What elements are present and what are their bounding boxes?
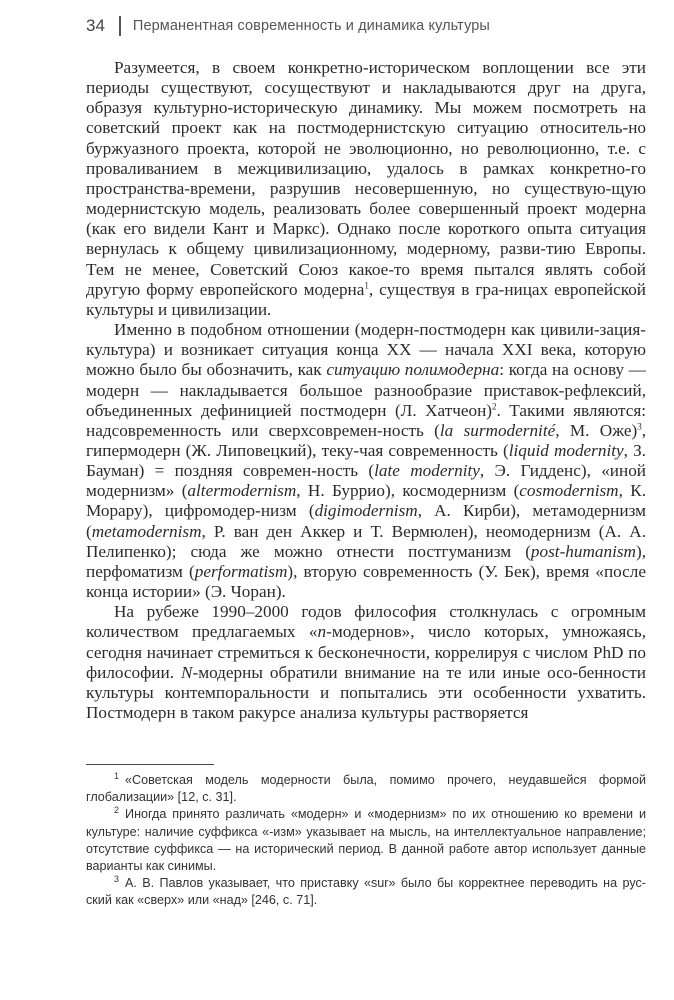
text-run: , Э. Гидденс), «иной модернизм» (: [86, 461, 646, 501]
text-run: , З. Бауман) = поздняя современ-ность (: [86, 440, 646, 481]
text-run: , К. Морару), цифромодер-низм (: [86, 481, 647, 521]
text-run: : когда на основу — модерн — накладывается большое разнообразие приставок-рефлексий, объединенных дефиницией постмодерн (Л. Хатчеон): [86, 360, 646, 420]
italic-term: liquid modernity: [508, 440, 624, 460]
text-run: На рубеже 1990–2000 годов философия столкнулась с огромным количеством предлагаемых «: [86, 602, 646, 642]
italic-term: N: [181, 662, 193, 682]
footnote-number: 2: [114, 805, 120, 816]
footnote-number: 1: [114, 770, 120, 781]
text-run: , А. Кирби), метамодернизм (: [86, 501, 646, 541]
body-paragraph: [86, 58, 646, 320]
footnote: [86, 772, 646, 806]
italic-term: metamodernism: [91, 521, 202, 541]
page-number: 34: [86, 16, 105, 35]
text-run: -модернов», число которых, умножаясь, сегодня начинает стремиться к бесконечности, коррелируя с числом PhD по философии.: [86, 622, 647, 682]
text-run: , Н. Буррио), космодернизм (: [296, 481, 520, 501]
text-run: ), вторую современность (У. Бек), время «после конца истории» (Э. Чоран).: [86, 561, 646, 602]
footnote-text: Иногда принято различать «модерн» и «модернизм» по их отношению ко времени и культуре: наличие суффикса «-изм» указывает на мысль, на интеллектуальное направление; отсутствие суффикса — на исторический период. В данной работе автор использует данные варианты как синимы.: [86, 807, 646, 874]
header-divider: [119, 16, 121, 36]
footnote-reference: 1: [364, 279, 369, 290]
text-run: , существуя в гра-ницах европейской культуры и цивилизации.: [86, 279, 646, 319]
footnote-reference: 3: [637, 421, 642, 432]
footnotes: [86, 772, 646, 910]
main-text: [86, 58, 646, 723]
italic-term: digimodernism: [314, 501, 418, 521]
text-run: , гипермодерн (Ж. Липовецкий), теку-чая современность (: [86, 420, 646, 460]
footnote-text: «Советская модель модерности была, помимо прочего, неудавшейся формой глобализации» [12, с. 31].: [86, 773, 646, 805]
text-run: ), перфоматизм (: [86, 541, 646, 581]
italic-term: performatism: [194, 561, 288, 581]
text-run: Именно в подобном отношении (модерн-постмодерн как цивили-зация-культура) и возникает ситуация конца XX — начала XXI века, которую можно было бы обозначить, как: [86, 320, 646, 380]
italic-term: la surmodernité: [439, 420, 556, 440]
footnote: [86, 806, 646, 875]
text-run: , М. Оже): [555, 420, 638, 440]
text-run: , Р. ван ден Аккер и Т. Вермюлен), неомодернизм (А. А. Пелипенко); сюда же можно отнести постгуманизм (: [86, 521, 646, 561]
running-title: Перманентная современность и динамика культуры: [132, 18, 490, 34]
text-run: . Такими являются: надсовременность или сверхсовремен-ность (: [86, 400, 646, 440]
italic-term: ситуацию полимодерна: [326, 360, 500, 380]
italic-term: n: [317, 622, 327, 642]
text-run: Разумеется, в своем конкретно-историческом воплощении все эти периоды существуют, сосуществуют и накладываются друг на друга, образуя культурно-историческую динамику. Мы можем посмотреть на советский проект как на постмодернистскую ситуацию относитель-но буржуазного проекта, которой не эволюционно, но революционно, т.е. с проваливанием в межцивилизацию, удалось в рамках конкретно-го пространства-времени, разрушив несовершенную, но существую-щую модернистскую модель, реализовать более совершенный проект модерна (как его видели Кант и Маркс). Однако после короткого опыта ситуация вернулась к общему цивилизационному, модерному, разви-тию Европы. Тем не менее, Советский Союз какое-то время пытался являть собой другую форму европейского модерна: [86, 58, 646, 299]
footnote-reference: 2: [492, 400, 497, 411]
body-paragraph: [86, 320, 646, 602]
text-run: -модерны обратили внимание на те или иные осо-бенности культуры контемпоральности и попытались эти особенности ухватить. Постмодерн в таком ракурсе анализа культуры растворяется: [86, 662, 646, 722]
italic-term: late modernity: [374, 461, 480, 481]
footnote-text: А. В. Павлов указывает, что приставку «sur» было бы корректнее переводить на рус-ский как «сверх» или «над» [246, с. 71].: [86, 876, 646, 908]
footnote: [86, 875, 646, 909]
body-paragraph: [86, 602, 646, 723]
italic-term: post-humanism: [530, 541, 636, 561]
italic-term: altermodernism: [187, 481, 297, 501]
page-header: [86, 12, 646, 40]
footnote-rule: [86, 764, 214, 765]
footnote-number: 3: [114, 874, 120, 885]
italic-term: cosmodernism: [519, 481, 619, 501]
